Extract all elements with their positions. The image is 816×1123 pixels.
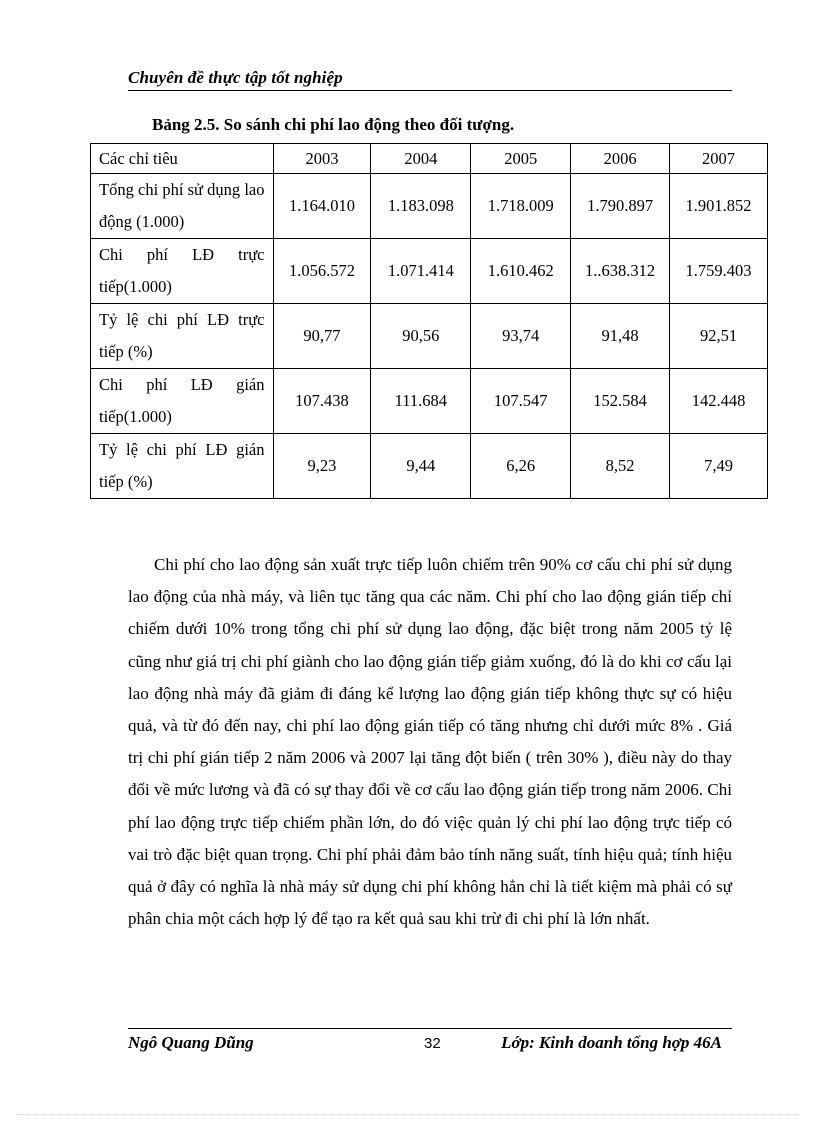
page-number: 32 [424, 1035, 441, 1052]
page-header [128, 68, 732, 91]
table-row [91, 304, 768, 369]
row-label: Tỷ lệ chi phí LĐ gián tiếp (%) [91, 434, 274, 499]
table-cell: 1..638.312 [571, 239, 670, 304]
table-cell: 142.448 [670, 369, 768, 434]
column-header: 2005 [471, 144, 571, 174]
table-cell: 92,51 [670, 304, 768, 369]
footer-rule [128, 1028, 732, 1029]
header-title: Chuyên đề thực tập tốt nghiệp [128, 68, 343, 87]
table-cell: 1.071.414 [371, 239, 471, 304]
body-paragraph: Chi phí cho lao động sản xuất trực tiếp luôn chiếm trên 90% cơ cấu chi phí sử dụng lao động của nhà máy, và liên tục tăng qua các năm. Chi phí cho lao động gián tiếp chỉ chiếm dưới 10% trong tổng chi phí sử dụng lao động, đặc biệt trong năm 2005 tỷ lệ cũng như giá trị chi phí giành cho lao động gián tiếp giảm xuống, đó là do khi cơ cấu lại lao động nhà máy đã giảm đi đáng kể lượng lao động gián tiếp không thực sự có hiệu quả, và từ đó đến nay, chi phí lao động gián tiếp có tăng nhưng chỉ dưới mức 8% . Giá trị chi phí gián tiếp 2 năm 2006 và 2007 lại tăng đột biến ( trên 30% ), điều này do thay đổi về mức lương và đã có sự thay đổi về cơ cấu lao động gián tiếp trong năm 2006. Chi phí lao động trực tiếp chiếm phần lớn, do đó việc quản lý chi phí lao động trực tiếp có vai trò đặc biệt quan trọng. Chi phí phải đảm bảo tính năng suất, tính hiệu quả; tính hiệu quả ở đây có nghĩa là nhà máy sử dụng chi phí không hẳn chỉ là tiết kiệm mà phải có sự phân chia một cách hợp lý để tạo ra kết quả sau khi trừ đi chi phí là lớn nhất. [128, 555, 732, 929]
header-rule [128, 90, 732, 91]
table-cell: 107.438 [273, 369, 371, 434]
table-cell: 1.759.403 [670, 239, 768, 304]
table-cell: 1.183.098 [371, 174, 471, 239]
table-row [91, 369, 768, 434]
table-cell: 9,23 [273, 434, 371, 499]
table-cell: 90,77 [273, 304, 371, 369]
table-caption: Bảng 2.5. So sánh chi phí lao động theo đối tượng. [152, 115, 515, 134]
table-cell: 111.684 [371, 369, 471, 434]
page-border [16, 1114, 800, 1115]
table-cell: 1.901.852 [670, 174, 768, 239]
table-row [91, 239, 768, 304]
column-header: 2006 [571, 144, 670, 174]
column-header: 2003 [273, 144, 371, 174]
table-cell: 1.056.572 [273, 239, 371, 304]
table-cell: 1.790.897 [571, 174, 670, 239]
table-cell: 91,48 [571, 304, 670, 369]
table-cell: 1.610.462 [471, 239, 571, 304]
table-cell: 90,56 [371, 304, 471, 369]
table-cell: 7,49 [670, 434, 768, 499]
column-header: 2007 [670, 144, 768, 174]
row-label: Tỷ lệ chi phí LĐ trực tiếp (%) [91, 304, 274, 369]
table-row [91, 434, 768, 499]
table-cell: 8,52 [571, 434, 670, 499]
table-cell: 107.547 [471, 369, 571, 434]
column-header: 2004 [371, 144, 471, 174]
table-cell: 152.584 [571, 369, 670, 434]
page-footer [128, 1028, 732, 1057]
column-header: Các chỉ tiêu [91, 144, 274, 174]
table-header-row [91, 144, 768, 174]
row-label: Chi phí LĐ trực tiếp(1.000) [91, 239, 274, 304]
table-cell: 9,44 [371, 434, 471, 499]
footer-author: Ngô Quang Dũng [128, 1033, 254, 1052]
footer-class-name: Lớp: Kinh doanh tổng hợp 46A [501, 1033, 722, 1052]
table-cell: 1.718.009 [471, 174, 571, 239]
row-label: Tổng chi phí sử dụng lao động (1.000) [91, 174, 274, 239]
table-cell: 93,74 [471, 304, 571, 369]
table-cell: 1.164.010 [273, 174, 371, 239]
table-cell: 6,26 [471, 434, 571, 499]
table-row [91, 174, 768, 239]
row-label: Chi phí LĐ gián tiếp(1.000) [91, 369, 274, 434]
labor-cost-table [90, 143, 768, 499]
